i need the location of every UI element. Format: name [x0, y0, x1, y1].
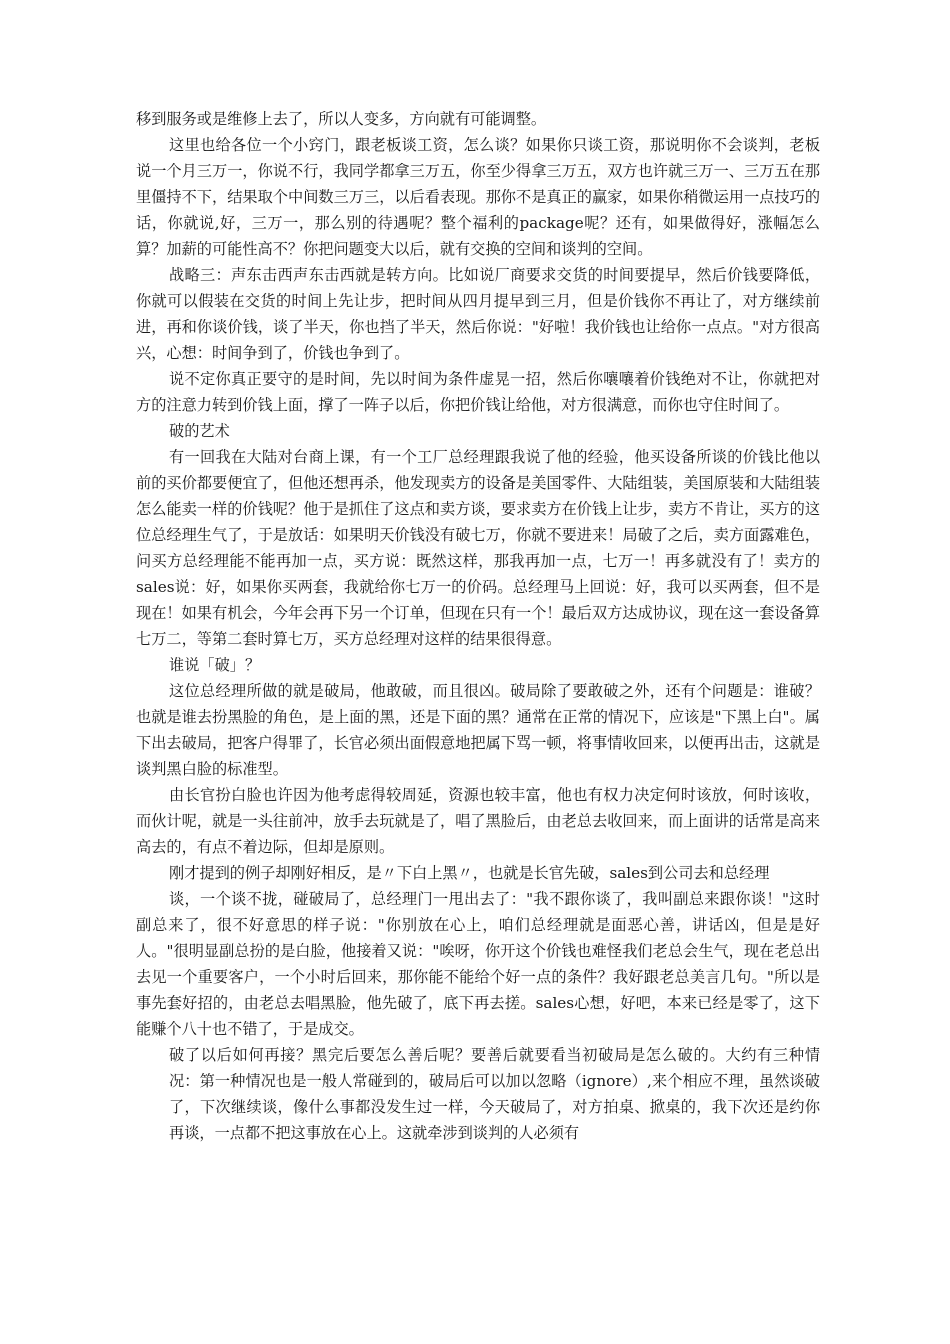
paragraph-black-white-face: 这位总经理所做的就是破局，他敢破，而且很凶。破局除了要敢破之外，还有个问题是：谁破？也就是谁去扮黑脸的角色，是上面的黑，还是下面的黑？通常在正常的情况下，应该是"下黑上白"。属下出去破局，把客户得罪了，长官必须出面假意地把属下骂一顿，将事情收回来，以便再出击，这就是谈判黑白脸的标准型。: [136, 682, 820, 778]
document-page: [136, 106, 820, 1146]
paragraph-continuation: 移到服务或是维修上去了，所以人变多，方向就有可能调整。: [136, 110, 547, 128]
paragraph-after-breaking: 破了以后如何再接？黑完后要怎么善后呢？要善后就要看当初破局是怎么破的。大约有三种情况：第一种情况也是一般人常碰到的，破局后可以加以忽略（ignore）,来个相应不理，虽然谈破了，下次继续谈，像什么事都没发生过一样，今天破局了，对方拍桌、掀桌的，我下次还是约你再谈，一点都不把这事放在心上。这就牵涉到谈判的人必须有: [169, 1046, 820, 1142]
paragraph-strategy-three: 战略三：声东击西声东击西就是转方向。比如说厂商要求交货的时间要提早，然后价钱要降低，你就可以假装在交货的时间上先让步，把时间从四月提早到三月，但是价钱你不再让了，对方继续前进，再和你谈价钱，谈了半天，你也挡了半天，然后你说："好啦！我价钱也让给你一点点。"对方很高兴，心想：时间争到了，价钱也争到了。: [136, 266, 820, 362]
section-heading-art-of-breaking: 破的艺术: [169, 422, 230, 440]
paragraph-opposite-example: 刚才提到的例子却刚好相反，是〃下白上黑〃，也就是长官先破，sales到公司去和总经理: [169, 864, 770, 882]
section-heading-who-breaks: 谁说「破」？: [169, 656, 261, 674]
paragraph-taiwan-manager-story: 有一回我在大陆对台商上课，有一个工厂总经理跟我说了他的经验，他买设备所谈的价钱比他以前的买价都要便宜了，但他还想再杀，他发现卖方的设备是美国零件、大陆组装，美国原装和大陆组装怎么能卖一样的价钱呢？他于是抓住了这点和卖方谈，要求卖方在价钱上让步，卖方不肯让，买方的这位总经理生气了，于是放话：如果明天价钱没有破七万，你就不要进来！局破了之后，卖方面露难色，问买方总经理能不能再加一点，买方说：既然这样，那我再加一点，七万一！再多就没有了！卖方的sales说：好，如果你买两套，我就给你七万一的价码。总经理马上回说：好，我可以买两套，但不是现在！如果有机会，今年会再下另一个订单，但现在只有一个！最后双方达成协议，现在这一套设备算七万二，等第二套时算七万，买方总经理对这样的结果很得意。: [136, 448, 820, 648]
paragraph-superior-white-face: 由长官扮白脸也许因为他考虑得较周延，资源也较丰富，他也有权力决定何时该放，何时该收，而伙计呢，就是一头往前冲，放手去玩就是了，唱了黑脸后，由老总去收回来，而上面讲的话常是高来高去的，有点不着边际，但却是原则。: [136, 786, 820, 856]
paragraph-vice-president-scene: 谈，一个谈不拢，碰破局了，总经理门一甩出去了："我不跟你谈了，我叫副总来跟你谈！"这时副总来了，很不好意思的样子说："你别放在心上，咱们总经理就是面恶心善，讲话凶，但是是好人。"很明显副总扮的是白脸，他接着又说："唉呀，你开这个价钱也难怪我们老总会生气，现在老总出去见一个重要客户，一个小时后回来，那你能不能给个好一点的条件？我好跟老总美言几句。"所以是事先套好招的，由老总去唱黑脸，他先破了，底下再去搓。sales心想，好吧，本来已经是零了，这下能赚个八十也不错了，于是成交。: [136, 890, 820, 1038]
paragraph-salary-tip: 这里也给各位一个小窍门，跟老板谈工资，怎么谈？如果你只谈工资，那说明你不会谈判，老板说一个月三万一，你说不行，我同学都拿三万五，你至少得拿三万五，双方也许就三万一、三万五在那里僵持不下，结果取个中间数三万三，以后看表现。那你不是真正的赢家，如果你稍微运用一点技巧的话，你就说,好，三万一，那么别的待遇呢？整个福利的package呢？还有，如果做得好，涨幅怎么算？加薪的可能性高不？你把问题变大以后，就有交换的空间和谈判的空间。: [136, 136, 820, 258]
paragraph-guard-time: 说不定你真正要守的是时间，先以时间为条件虚晃一招，然后你嚷嚷着价钱绝对不让，你就把对方的注意力转到价钱上面，撑了一阵子以后，你把价钱让给他，对方很满意，而你也守住时间了。: [136, 370, 820, 414]
